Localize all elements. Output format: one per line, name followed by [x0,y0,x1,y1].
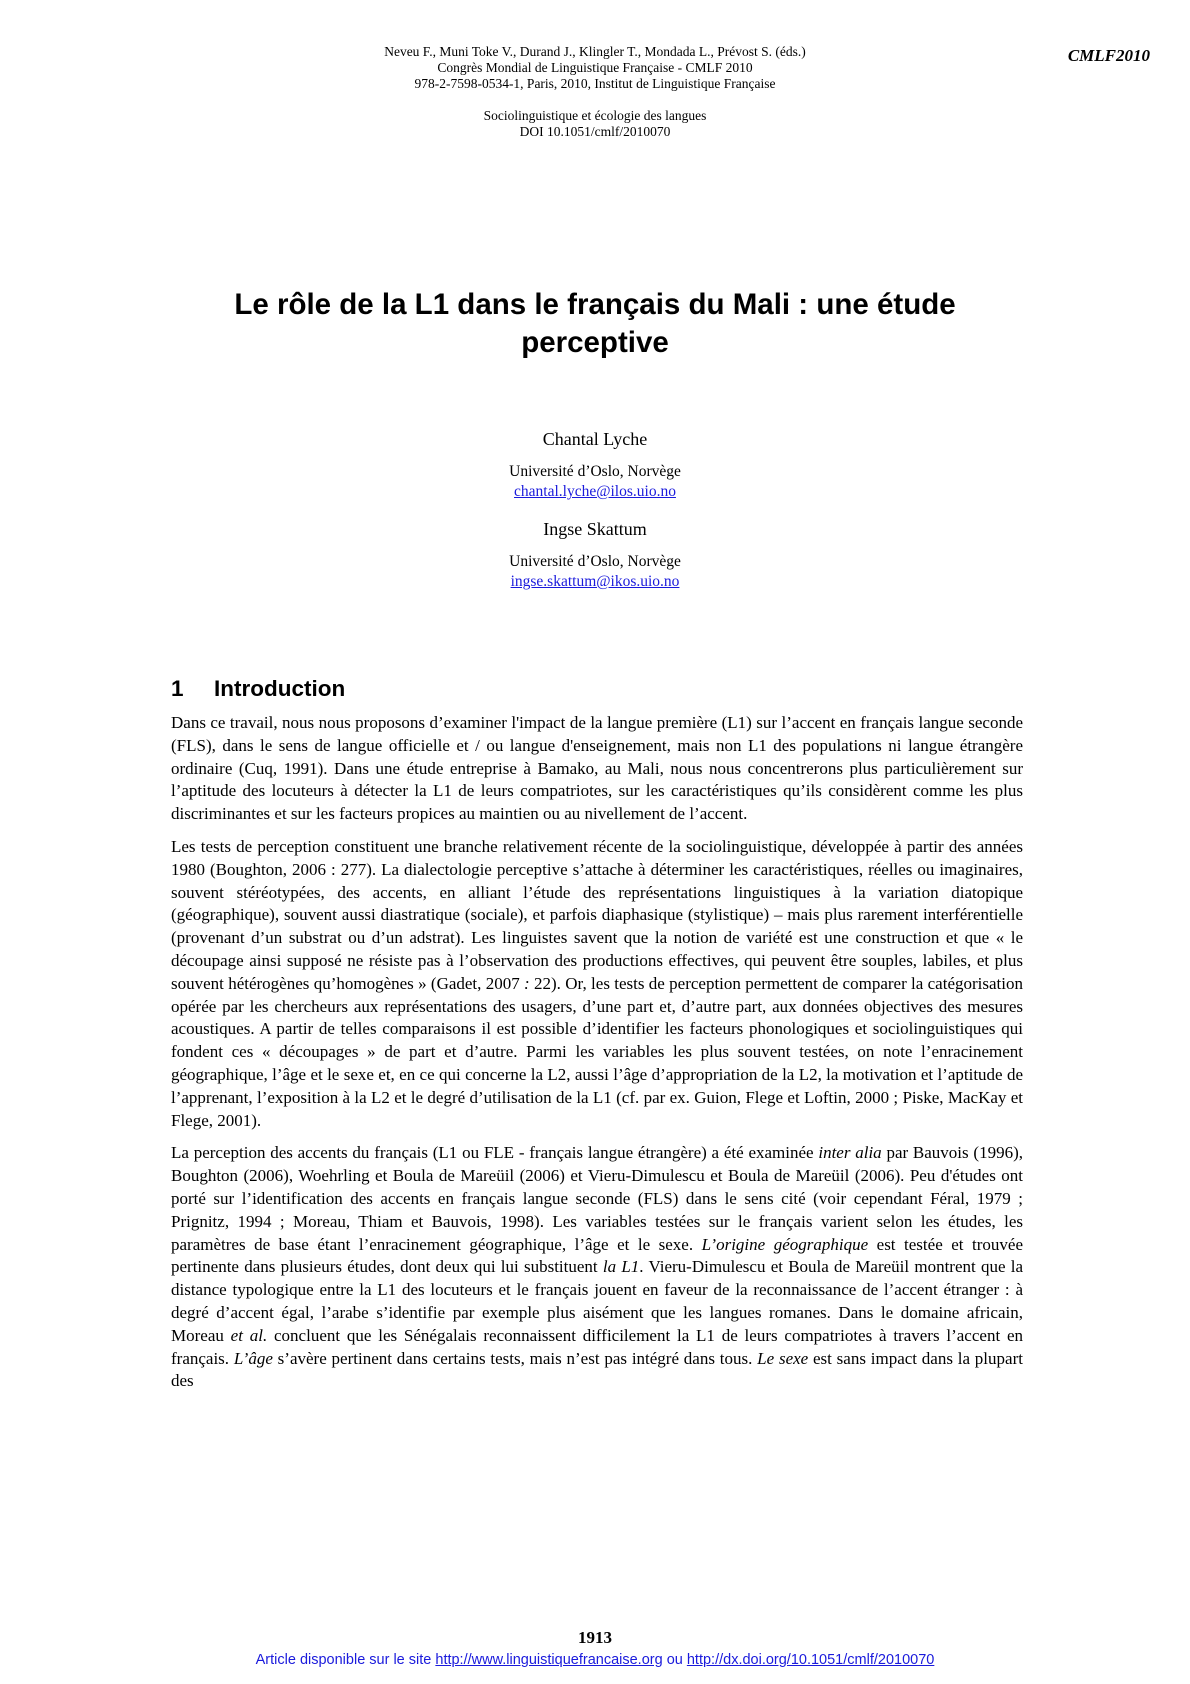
author-block [0,518,1190,592]
page-footer [0,1652,1190,1668]
title-line-2: perceptive [521,326,669,359]
author-affiliation: Université d’Oslo, Norvège [509,553,681,570]
author-affiliation: Université d’Oslo, Norvège [509,463,681,480]
paragraph-text: est testée et trouvée pertinente dans plusieurs études, dont deux qui lui substituent [171,1234,1023,1277]
paragraph: Dans ce travail, nous nous proposons d’examiner l'impact de la langue première (L1) sur l’accent en français langue seconde (FLS), dans le sens de langue officielle et / ou langue d'enseignement, mais non L1 des populations ni langue étrangère ordinaire (Cuq, 1991). Dans une étude entreprise à Bamako, au Mali, nous nous concentrerons plus particulièrement sur l’aptitude des locuteurs à détecter la L1 de leurs compatriotes, sur les caractéristiques qu’ils considèrent comme les plus discriminantes et sur les facteurs propices au maintien ou au nivellement de l’accent. [171,713,1023,824]
title-line-1: Le rôle de la L1 dans le français du Mali : une étude [234,288,956,321]
author-email-link[interactable]: ingse.skattum@ikos.uio.no [510,573,680,590]
author-name: Chantal Lyche [542,429,648,449]
page-header [0,44,1190,140]
page-number: 1913 [578,1628,612,1647]
paragraph-text-italic: la L1 [602,1257,640,1277]
author-block [0,428,1190,502]
paragraph-text: La perception des accents du français (L1 ou FLE - français langue étrangère) a été examinée [171,1143,819,1163]
paragraph-text: s’avère pertinent dans certains tests, mais n’est pas intégré dans tous. [272,1348,758,1368]
paragraph-text: par Bauvois (1996), Boughton (2006), Woehrling et Boula de Mareüil (2006) et Vieru-Dimulescu et Boula de Mareüil (2006). Peu d'études ont porté sur l’identification des accents en français langue seconde (FLS) dans le sens cité (voir cependant Féral, 1979 ; Prignitz, 1994 ; Moreau, Thiam et Bauvois, 1998). Les variables testées sur le français varient selon les études, les paramètres de base étant l’enracinement géographique, l’âge et le sexe. [171,1143,1023,1254]
footer-prefix: Article disponible sur le site [255,1652,436,1668]
section-title: Introduction [214,676,346,701]
paragraph-text-italic: Le sexe [757,1348,809,1368]
paragraph-text-italic: inter alia [818,1143,882,1163]
author-name: Ingse Skattum [543,519,647,539]
paragraph-text: Les tests de perception constituent une branche relativement récente de la sociolinguistique, développée à partir des années 1980 (Boughton, 2006 : 277). La dialectologie perceptive s’attache à déterminer les caractéristiques, réelles ou imaginaires, souvent stéréotypées, des accents, en alliant l’étude des représentations linguistiques à la variation diatopique (géographique), souvent aussi diastratique (sociale), et parfois diaphasique (stylistique) – mais plus rarement interférentielle (provenant d’un substrat ou d’un adstrat). Les linguistes savent que la notion de variété est une construction et que « le découpage ainsi supposé ne résiste pas à l’observation des productions effectives, qui peuvent être souples, labiles, et plus souvent hétérogènes qu’homogènes » (Gadet, 2007 [171,836,1023,993]
paragraph-text-italic: L’origine géographique [701,1234,869,1254]
conference-tag: CMLF2010 [1067,46,1150,65]
section-heading [171,675,345,703]
paragraph-text: concluent que les Sénégalais reconnaissent difficilement la L1 de leurs compatriotes à travers l’accent en français. [171,1325,1024,1368]
footer-link-doi[interactable]: http://dx.doi.org/10.1051/cmlf/2010070 [686,1652,935,1668]
paragraph-text-italic: : [519,973,530,993]
footer-middle: ou [662,1652,687,1668]
paragraph-text-italic: et al. [230,1325,268,1345]
body-text [171,712,1023,1403]
paper-title [0,286,1190,362]
header-doi: DOI 10.1051/cmlf/2010070 [519,124,671,139]
header-section: Sociolinguistique et écologie des langues [483,108,707,123]
paragraph-text: . Vieru-Dimulescu et Boula de Mareüil montrent que la distance typologique entre la L1 des locuteurs et le français jouent en faveur de la reconnaissance de l’accent étranger : à degré d’accent égal, l’arabe s’identifie par exemple plus aisément que les langues romanes. Dans le domaine africain, Moreau [171,1257,1023,1345]
paragraph-text: 22). Or, les tests de perception permettent de comparer la catégorisation opérée par les chercheurs aux représentations des usagers, d’une part et, d’autre part, aux données objectives des mesures acoustiques. A partir de telles comparaisons il est possible d’identifier les facteurs phonologiques et sociolinguistiques qui fondent ces « découpages » de part et d’autre. Parmi les variables les plus souvent testées, on note l’enracinement géographique, l’âge et le sexe et, en ce qui concerne la L2, aussi l’âge d’appropriation de la L2, la motivation et l’aptitude de l’apprenant, l’exposition à la L2 et le degré d’utilisation de la L1 (cf. par ex. Guion, Flege et Loftin, 2000 ; Piske, MacKay et Flege, 2001). [171,973,1023,1130]
paragraph-text-italic: L’âge [233,1348,273,1368]
paragraph [171,1142,1023,1393]
section-number: 1 [171,676,184,701]
header-congress: Congrès Mondial de Linguistique Française - CMLF 2010 [437,60,753,75]
header-editors: Neveu F., Muni Toke V., Durand J., Klingler T., Mondada L., Prévost S. (éds.) [384,44,806,59]
author-list [0,428,1190,592]
footer-link-site[interactable]: http://www.linguistiquefrancaise.org [435,1652,663,1668]
header-isbn: 978-2-7598-0534-1, Paris, 2010, Institut de Linguistique Française [414,76,776,91]
paragraph [171,836,1023,1132]
paragraph-text: est sans impact dans la plupart des [171,1348,1023,1391]
author-email-link[interactable]: chantal.lyche@ilos.uio.no [514,483,676,500]
